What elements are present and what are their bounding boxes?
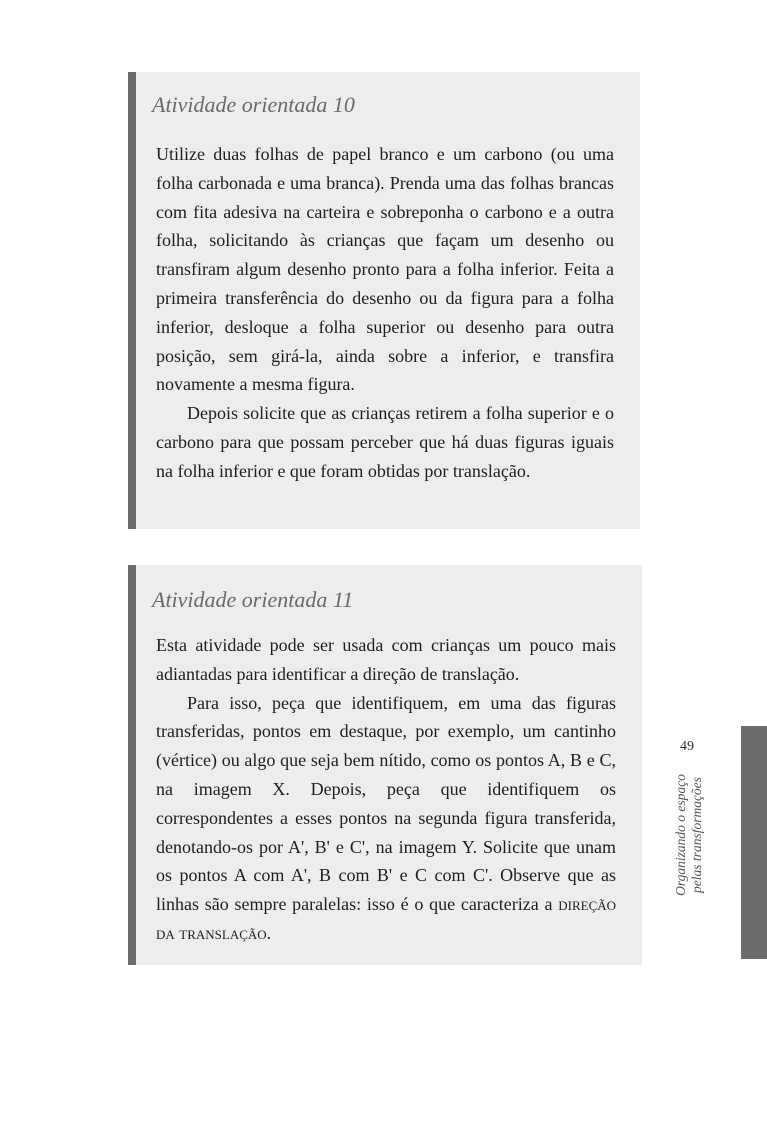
activity-paragraph: Esta atividade pode ser usada com crianças um pouco mais adiantadas para identificar a direção de translação. xyxy=(156,635,616,684)
running-head xyxy=(673,774,705,896)
running-head-line1: Organizando o espaço xyxy=(673,774,688,896)
activity-paragraph xyxy=(156,689,616,948)
activity-box-11 xyxy=(128,565,642,965)
activity-paragraph: Utilize duas folhas de papel branco e um carbono (ou uma folha carbonada e uma branca). Prenda uma das folhas brancas com fita adesiva na carteira e sobreponha o carbono e a outra folha, solicitando às crianças que façam um desenho ou transfiram algum desenho pronto para a folha inferior. Feita a primeira transferência do desenho ou da figura para a folha inferior, desloque a folha superior ou desenho para outra posição, sem girá-la, ainda sobre a inferior, e transfira novamente a mesma figura. xyxy=(156,144,614,395)
emphasis-term: direção da translação xyxy=(156,894,617,943)
chapter-tab-marker xyxy=(741,726,767,959)
activity-box-10 xyxy=(128,72,640,529)
paragraph-end: . xyxy=(266,922,272,943)
running-head-line2: pelas transformações xyxy=(689,777,704,893)
activity-title: Atividade orientada 10 xyxy=(152,92,355,117)
activity-title: Atividade orientada 11 xyxy=(152,587,354,612)
page-number: 49 xyxy=(680,739,694,754)
activity-paragraph: Depois solicite que as crianças retirem a folha superior e o carbono para que possam perceber que há duas figuras iguais na folha inferior e que foram obtidas por translação. xyxy=(156,403,614,481)
paragraph-text: Para isso, peça que identifiquem, em uma das figuras transferidas, pontos em destaque, por exemplo, um cantinho (vértice) ou algo que seja bem nítido, como os pontos A, B e C, na imagem X. Depois, peça que identifiquem os correspondentes a esses pontos na segunda figura transferida, denotando-os por A', B' e C', na imagem Y. Solicite que unam os pontos A com A', B com B' e C com C'. Observe que as linhas são sempre paralelas: isso é o que caracteriza a xyxy=(156,692,616,915)
